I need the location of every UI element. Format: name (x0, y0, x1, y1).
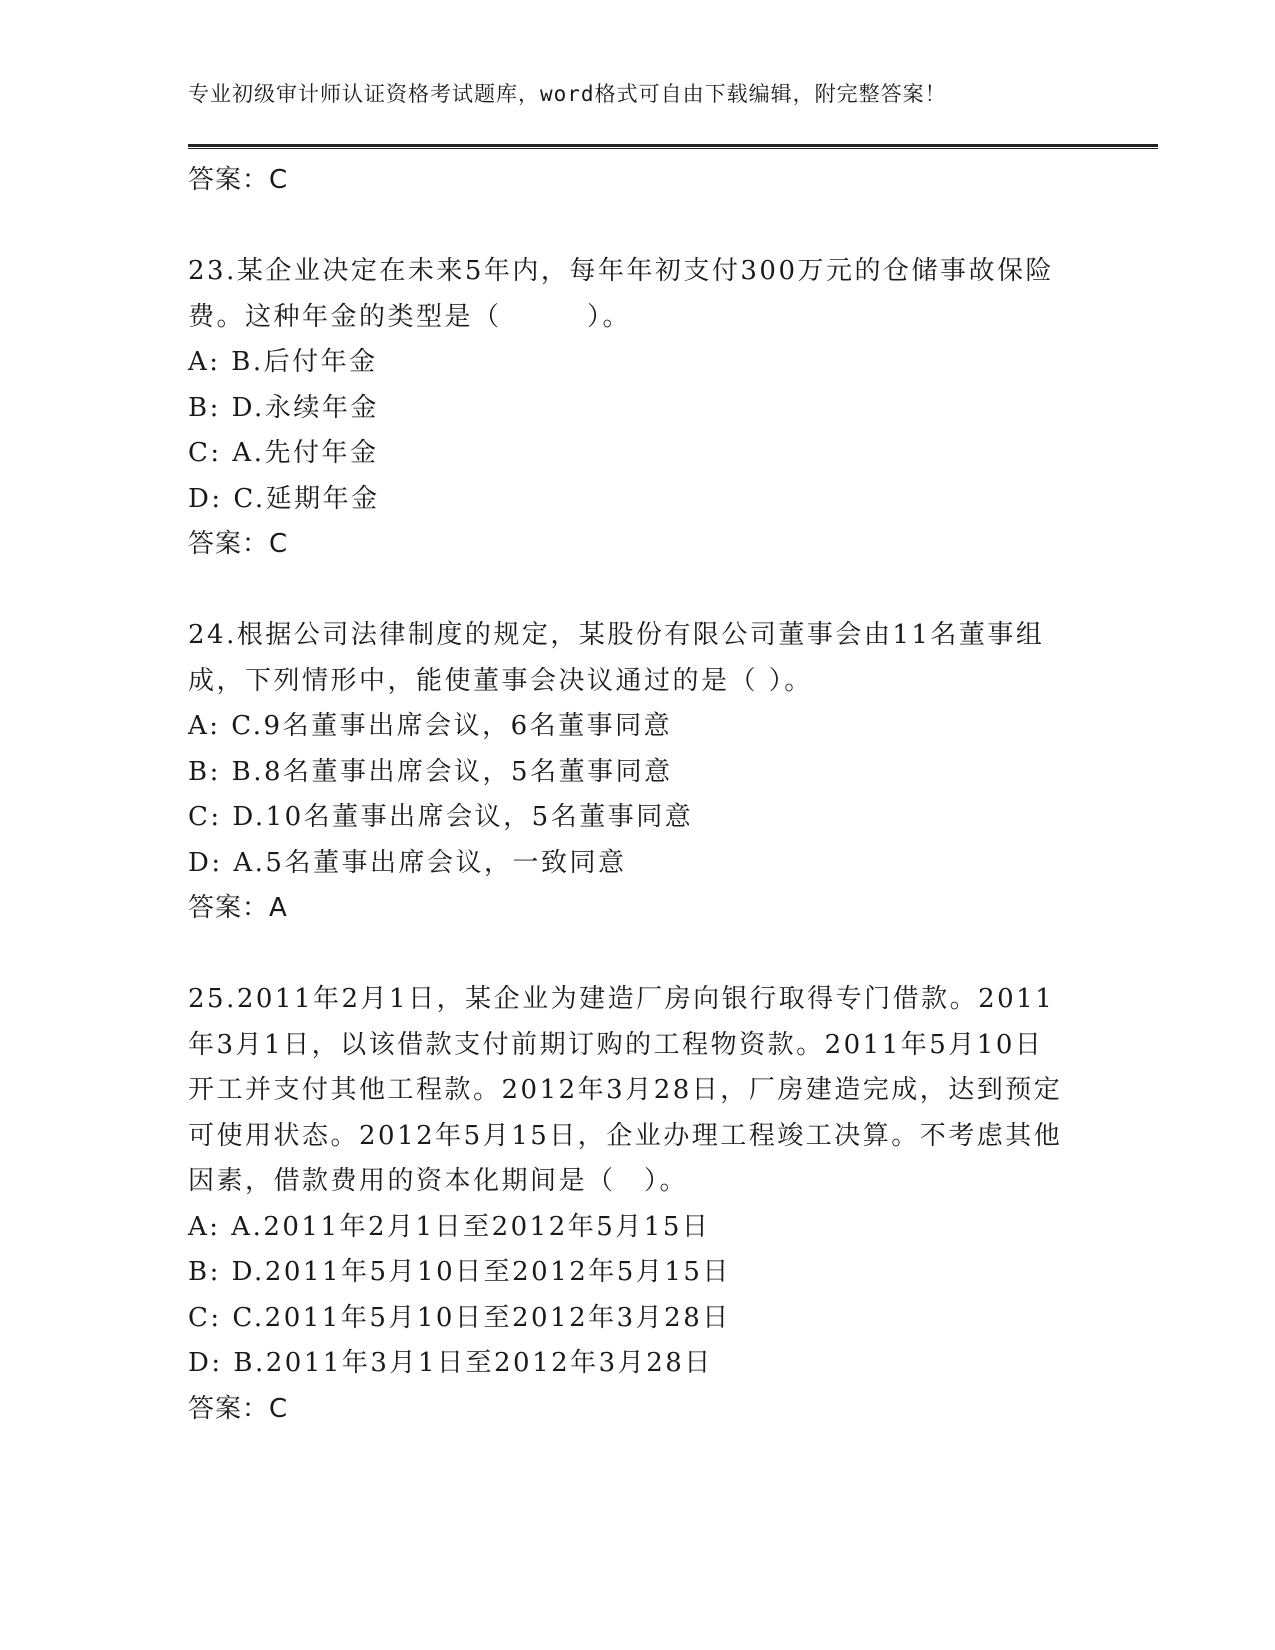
question-stem-line: 可使用状态。2012年5月15日，企业办理工程竣工决算。不考虑其他 (188, 1120, 1063, 1151)
question-stem-line: 成，下列情形中，能使董事会决议通过的是（ ）。 (188, 665, 813, 696)
option-a: A: C.9名董事出席会议，6名董事同意 (188, 711, 673, 741)
page-header: 专业初级审计师认证资格考试题库，word格式可自由下载编辑，附完整答案！ (188, 82, 947, 106)
option-b: B: D.2011年5月10日至2012年5月15日 (188, 1257, 731, 1287)
question-23 (188, 249, 1088, 568)
option-d: D: C.延期年金 (188, 483, 380, 514)
spacer (188, 568, 1088, 614)
option-c: C: C.2011年5月10日至2012年3月28日 (188, 1302, 731, 1333)
question-stem-line: 费。这种年金的类型是（ ）。 (188, 301, 632, 332)
answer: 答案：C (188, 1393, 289, 1424)
option-d: D: B.2011年3月1日至2012年3月28日 (188, 1348, 713, 1378)
option-b: B: B.8名董事出席会议，5名董事同意 (188, 756, 673, 787)
question-stem-line: 年3月1日，以该借款支付前期订购的工程物资款。2011年5月10日 (188, 1029, 1044, 1060)
option-a: A: A.2011年2月1日至2012年5月15日 (188, 1211, 711, 1242)
question-24 (188, 613, 1088, 932)
answer: 答案：A (188, 893, 288, 923)
question-stem-line: 因素，借款费用的资本化期间是（ ）。 (188, 1166, 689, 1196)
option-a: A: B.后付年金 (188, 347, 378, 377)
content (188, 158, 1088, 1432)
spacer (188, 204, 1088, 250)
spacer (188, 932, 1088, 978)
option-c: C: A.先付年金 (188, 438, 379, 468)
question-stem-line: 23.某企业决定在未来5年内，每年年初支付300万元的仓储事故保险 (188, 256, 1055, 286)
answer: 答案：C (188, 529, 289, 559)
option-b: B: D.永续年金 (188, 392, 379, 423)
question-stem-line: 开工并支付其他工程款。2012年3月28日，厂房建造完成，达到预定 (188, 1075, 1063, 1105)
header-divider (188, 144, 1158, 149)
question-25 (188, 977, 1088, 1432)
option-c: C: D.10名董事出席会议，5名董事同意 (188, 802, 694, 832)
option-d: D: A.5名董事出席会议，一致同意 (188, 847, 627, 878)
previous-answer: 答案：C (188, 165, 289, 195)
question-stem-line: 25.2011年2月1日，某企业为建造厂房向银行取得专门借款。2011 (188, 984, 1055, 1014)
question-stem-line: 24.根据公司法律制度的规定，某股份有限公司董事会由11名董事组 (188, 620, 1045, 650)
